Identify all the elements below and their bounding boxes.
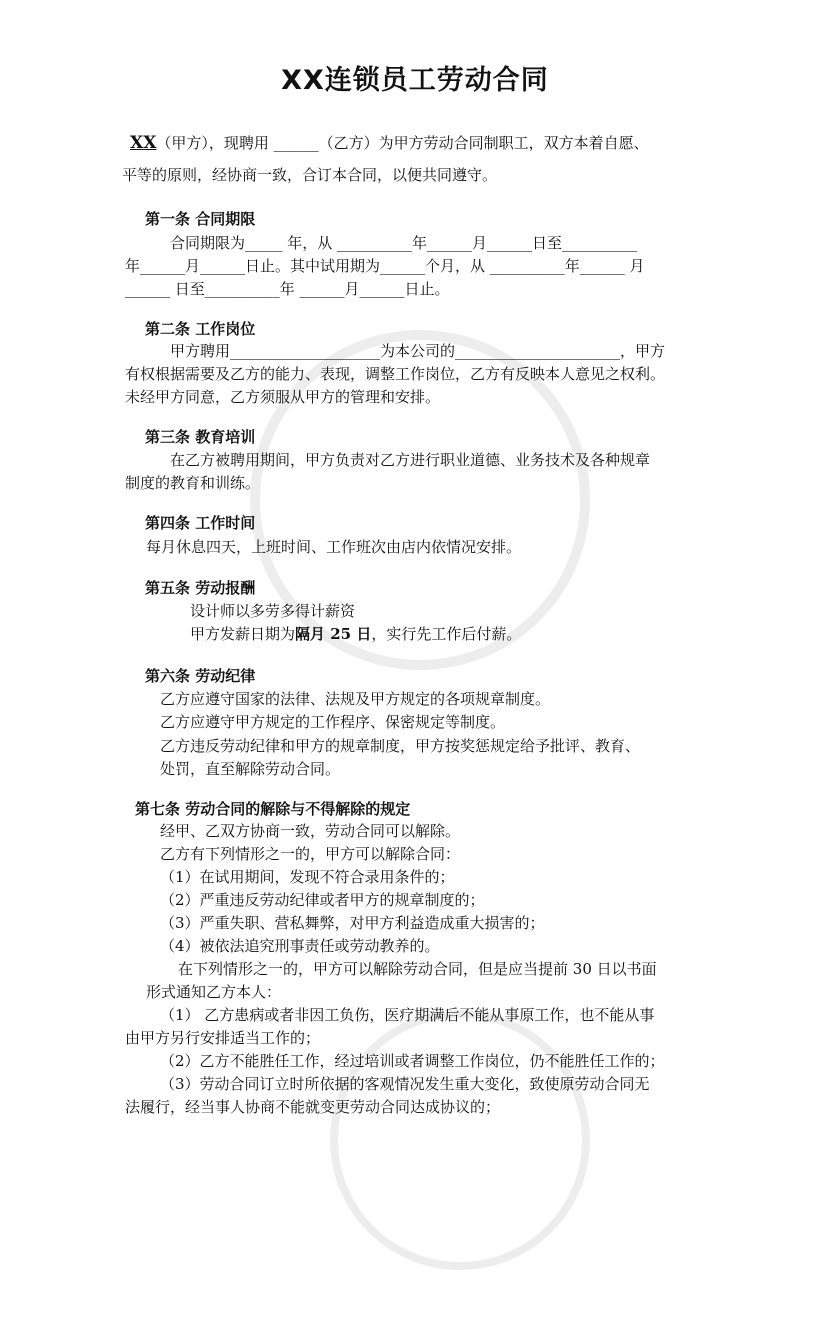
article-1-line: 年______月______日止。其中试用期为______个月，从 __________年______ 月 xyxy=(125,257,645,275)
article-7-line: （3）劳动合同订立时所依据的客观情况发生重大变化，致使原劳动合同无 xyxy=(160,1075,650,1093)
article-7-heading: 第七条 劳动合同的解除与不得解除的规定 xyxy=(135,800,411,818)
article-2-line: 甲方聘用____________________为本公司的______________________，甲方 xyxy=(170,342,666,360)
article-7-line: 法履行，经当事人协商不能就变更劳动合同达成协议的； xyxy=(125,1098,501,1116)
article-7-line: （1） 乙方患病或者非因工负伤，医疗期满后不能从事原工作，也不能从事 xyxy=(160,1006,655,1024)
article-7-line: 经甲、乙双方协商一致，劳动合同可以解除。 xyxy=(160,822,461,840)
article-7-line: （2）乙方不能胜任工作，经过培训或者调整工作岗位，仍不能胜任工作的； xyxy=(160,1052,665,1070)
article-7-line: （1）在试用期间，发现不符合录用条件的； xyxy=(160,868,455,886)
article-1-heading: 第一条 合同期限 xyxy=(145,210,256,228)
article-2-heading: 第二条 工作岗位 xyxy=(145,320,256,338)
article-4-line: 每月休息四天，上班时间、工作班次由店内依情况安排。 xyxy=(146,538,522,556)
pay-date-value: 隔月 25 日 xyxy=(295,625,372,643)
article-7-line: （4）被依法追究刑事责任或劳动教养的。 xyxy=(160,937,440,955)
party-a-name: XX xyxy=(130,133,157,153)
article-5-line: 设计师以多劳多得计薪资 xyxy=(190,602,356,620)
article-6-line: 乙方违反劳动纪律和甲方的规章制度，甲方按奖惩规定给予批评、教育、 xyxy=(160,737,641,755)
article-6-line: 乙方应遵守甲方规定的工作程序、保密规定等制度。 xyxy=(160,713,506,731)
intro-line-1: XX（甲方），现聘用 ______（乙方）为甲方劳动合同制职工，双方本着自愿、 xyxy=(130,133,649,153)
watermark-stamp xyxy=(188,268,652,732)
article-5-line: 甲方发薪日期为隔月 25 日，实行先工作后付薪。 xyxy=(190,625,522,643)
article-4-heading: 第四条 工作时间 xyxy=(145,514,256,532)
article-3-line: 制度的教育和训练。 xyxy=(125,474,261,492)
intro-line-2: 平等的原则，经协商一致，合订本合同，以便共同遵守。 xyxy=(122,166,498,184)
article-3-line: 在乙方被聘用期间，甲方负责对乙方进行职业道德、业务技术及各种规章 xyxy=(170,451,651,469)
article-7-line: （2）严重违反劳动纪律或者甲方的规章制度的； xyxy=(160,891,485,909)
article-6-line: 乙方应遵守国家的法律、法规及甲方规定的各项规章制度。 xyxy=(160,690,551,708)
article-6-line: 处罚，直至解除劳动合同。 xyxy=(160,760,341,778)
article-1-line: 合同期限为_____ 年，从 __________年______月______日至__________ xyxy=(170,234,638,252)
article-7-line: 形式通知乙方本人： xyxy=(146,983,282,1001)
article-1-line: ______ 日至__________年 ______月______日止。 xyxy=(125,280,450,298)
article-7-line: 由甲方另行安排适当工作的； xyxy=(125,1029,321,1047)
article-5-heading: 第五条 劳动报酬 xyxy=(145,579,256,597)
article-7-line: 在下列情形之一的，甲方可以解除劳动合同，但是应当提前 30 日以书面 xyxy=(178,960,657,978)
article-2-line: 有权根据需要及乙方的能力、表现，调整工作岗位，乙方有反映本人意见之权利。 xyxy=(125,365,666,383)
article-2-line: 未经甲方同意，乙方须服从甲方的管理和安排。 xyxy=(125,388,441,406)
article-3-heading: 第三条 教育培训 xyxy=(145,428,256,446)
article-7-line: （3）严重失职、营私舞弊，对甲方利益造成重大损害的； xyxy=(160,914,545,932)
article-7-line: 乙方有下列情形之一的，甲方可以解除合同： xyxy=(160,845,461,863)
article-6-heading: 第六条 劳动纪律 xyxy=(145,667,256,685)
document-title: XX连锁员工劳动合同 xyxy=(281,65,549,96)
